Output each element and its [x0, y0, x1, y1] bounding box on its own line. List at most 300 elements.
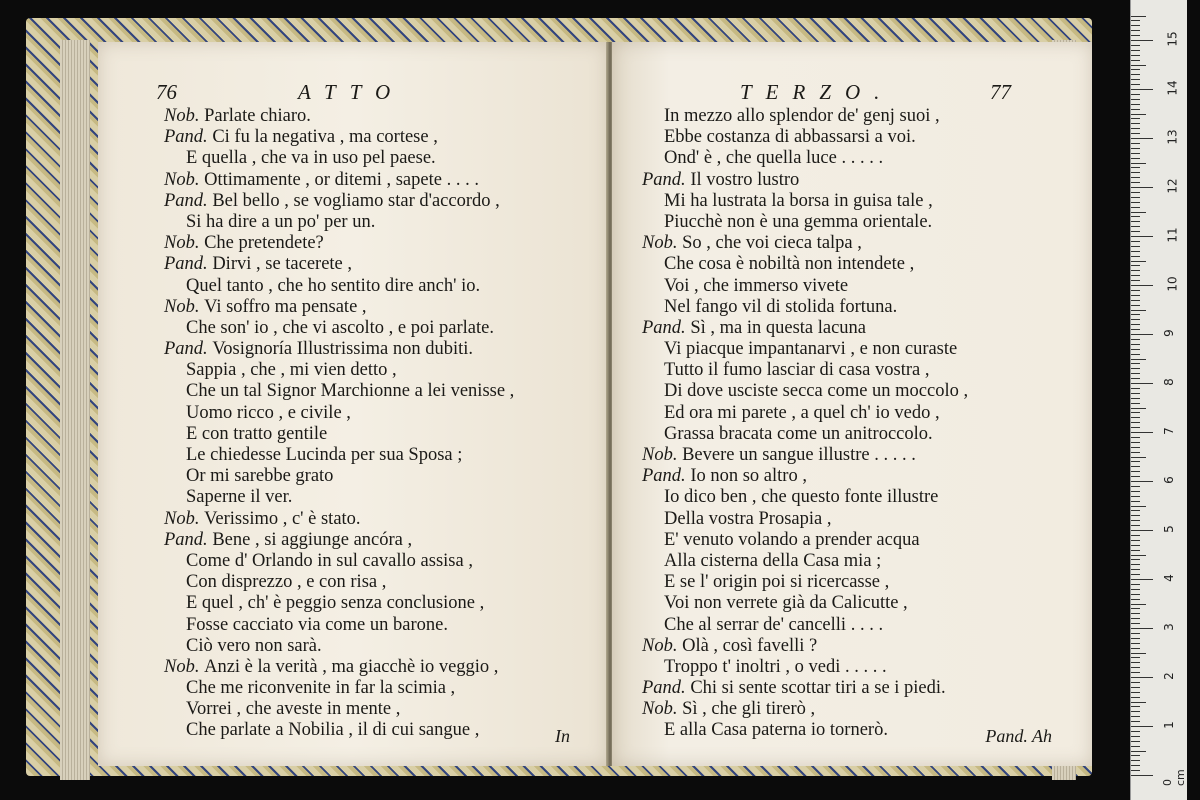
ruler-tick — [1131, 84, 1140, 85]
ruler-tick — [1131, 329, 1140, 330]
text-line — [612, 127, 1092, 148]
ruler-tick — [1131, 584, 1140, 585]
text-line — [612, 233, 1092, 254]
ruler-tick — [1131, 339, 1140, 340]
ruler-tick — [1131, 702, 1146, 703]
ruler-tick — [1131, 589, 1140, 590]
ruler-tick — [1131, 192, 1140, 193]
ruler-tick — [1131, 94, 1140, 95]
ruler-tick — [1131, 35, 1140, 36]
line-text: Uomo ricco , e civile , — [186, 402, 351, 423]
page-number: 76 — [156, 80, 177, 104]
text-line — [612, 148, 1092, 169]
line-text: E' venuto volando a prender acqua — [664, 529, 920, 550]
text-line — [612, 424, 1092, 445]
ruler-tick — [1131, 305, 1140, 306]
text-line — [98, 106, 608, 127]
line-text: Che parlate a Nobilia , il di cui sangue , — [186, 720, 480, 741]
line-text: Fosse cacciato via come un barone. — [186, 614, 448, 635]
ruler-tick — [1131, 741, 1140, 742]
line-text: Dirvi , se tacerete , — [212, 254, 353, 275]
speaker-label: Pand. — [164, 190, 213, 211]
ruler-tick — [1131, 241, 1140, 242]
ruler-tick — [1131, 525, 1140, 526]
ruler-tick — [1131, 412, 1140, 413]
line-text: Il vostro lustro — [690, 169, 800, 190]
ruler-tick — [1131, 716, 1140, 717]
line-text: Vosignoría Illustrissima non dubiti. — [212, 339, 474, 360]
ruler-tick — [1131, 373, 1140, 374]
text-line — [612, 615, 1092, 636]
ruler-tick — [1131, 687, 1140, 688]
ruler-number: 7 — [1161, 427, 1176, 435]
speaker-label: Nob. — [642, 233, 683, 254]
text-line — [98, 424, 608, 445]
text-line — [612, 254, 1092, 275]
text-line — [98, 381, 608, 402]
ruler-tick — [1131, 172, 1140, 173]
ruler-tick — [1131, 275, 1140, 276]
line-text: Io dico ben , che questo fonte illustre — [664, 487, 939, 508]
ruler-tick — [1131, 452, 1140, 453]
text-line — [612, 678, 1092, 699]
line-text: Ed ora mi parete , a quel ch' io vedo , — [664, 402, 940, 423]
ruler-tick — [1131, 427, 1140, 428]
line-text: Di dove usciste secca come un moccolo , — [664, 381, 969, 402]
line-text: Troppo t' inoltri , o vedi . . . . . — [664, 656, 887, 677]
ruler-tick — [1131, 295, 1140, 296]
speaker-label: Pand. — [164, 127, 213, 148]
speaker-label: Nob. — [642, 635, 683, 656]
text-line — [612, 445, 1092, 466]
line-text: Io non so altro , — [690, 466, 807, 487]
ruler-tick — [1131, 383, 1153, 384]
ruler-tick — [1131, 216, 1140, 217]
ruler-tick — [1131, 69, 1140, 70]
ruler-tick — [1131, 133, 1140, 134]
ruler-tick — [1131, 466, 1140, 467]
speaker-label: Nob. — [164, 656, 205, 677]
speaker-label: Pand. — [164, 529, 213, 550]
text-line — [612, 530, 1092, 551]
line-text: Bevere un sangue illustre . . . . . — [682, 445, 916, 465]
ruler-tick — [1131, 721, 1140, 722]
line-text: E quella , che va in uso pel paese. — [186, 148, 436, 169]
ruler-tick — [1131, 393, 1140, 394]
text-line — [98, 233, 608, 254]
text-line — [98, 509, 608, 530]
ruler-tick — [1131, 770, 1140, 771]
line-text: Vi soffro ma pensate , — [204, 296, 367, 317]
ruler-tick — [1131, 604, 1146, 605]
text-line — [98, 593, 608, 614]
ruler-tick — [1131, 359, 1146, 360]
catchword: Pand. Ah — [985, 726, 1052, 746]
ruler-tick — [1131, 417, 1140, 418]
ruler-tick — [1131, 398, 1140, 399]
text-line — [98, 466, 608, 487]
text-line — [98, 699, 608, 720]
ruler-tick — [1131, 408, 1146, 409]
text-line — [612, 360, 1092, 381]
ruler-tick — [1131, 608, 1140, 609]
ruler-tick — [1131, 628, 1153, 629]
ruler-tick — [1131, 40, 1153, 41]
ruler-tick — [1131, 143, 1140, 144]
ruler-tick — [1131, 368, 1140, 369]
ruler-tick — [1131, 706, 1140, 707]
line-text: Tutto il fumo lasciar di casa vostra , — [664, 360, 930, 381]
ruler-tick — [1131, 226, 1140, 227]
speaker-label: Pand. — [642, 678, 691, 699]
text-line — [98, 360, 608, 381]
speaker-label: Nob. — [164, 169, 205, 190]
ruler-tick — [1131, 89, 1153, 90]
ruler-tick — [1131, 16, 1146, 17]
ruler-tick — [1131, 594, 1140, 595]
text-line — [98, 530, 608, 551]
speaker-label: Pand. — [642, 466, 691, 487]
ruler-tick — [1131, 349, 1140, 350]
ruler-tick — [1131, 711, 1140, 712]
text-line — [612, 297, 1092, 318]
speaker-label: Nob. — [164, 233, 205, 254]
text-line — [98, 403, 608, 424]
line-text: Quel tanto , che ho sentito dire anch' io. — [186, 275, 481, 296]
text-line — [612, 276, 1092, 297]
ruler-tick — [1131, 432, 1153, 433]
text-line — [98, 572, 608, 593]
ruler-tick — [1131, 270, 1140, 271]
ruler-tick — [1131, 491, 1140, 492]
ruler-tick — [1131, 300, 1140, 301]
ruler-tick — [1131, 251, 1140, 252]
line-text: E con tratto gentile — [186, 423, 328, 444]
line-text: Ebbe costanza di abbassarsi a voi. — [664, 127, 916, 148]
text-line — [98, 615, 608, 636]
ruler-tick — [1131, 481, 1153, 482]
ruler-tick — [1131, 618, 1140, 619]
speaker-label: Nob. — [164, 106, 205, 126]
line-text: Parlate chiaro. — [204, 106, 311, 126]
right-page — [612, 42, 1092, 766]
line-text: Sì , ma in questa lacuna — [690, 317, 867, 338]
ruler-tick — [1131, 520, 1140, 521]
text-line — [612, 593, 1092, 614]
ruler-tick — [1131, 310, 1146, 311]
ruler-tick — [1131, 74, 1140, 75]
ruler-tick — [1131, 672, 1140, 673]
ruler-tick — [1131, 461, 1140, 462]
ruler-tick — [1131, 403, 1140, 404]
line-text: Vi piacque impantanarvi , e non curaste — [664, 339, 958, 360]
text-line — [612, 191, 1092, 212]
line-text: Che un tal Signor Marchionne a lei venisse , — [186, 381, 515, 402]
ruler-tick — [1131, 187, 1153, 188]
speaker-label: Nob. — [164, 296, 205, 317]
ruler-number: 5 — [1161, 525, 1176, 533]
ruler-tick — [1131, 765, 1140, 766]
line-text: Sì , che gli tirerò , — [682, 699, 816, 720]
line-text: Voi non verrete già da Calicutte , — [664, 593, 908, 614]
ruler-tick — [1131, 726, 1153, 727]
line-text: Ond' è , che quella luce . . . . . — [664, 148, 884, 169]
line-text: Ciò vero non sarà. — [186, 635, 322, 656]
line-text: Verissimo , c' è stato. — [204, 508, 361, 529]
line-text: Le chiedesse Lucinda per sua Sposa ; — [186, 445, 463, 465]
ruler-tick — [1131, 55, 1140, 56]
ruler-number: 3 — [1161, 623, 1176, 631]
text-line — [98, 127, 608, 148]
ruler-tick — [1131, 564, 1140, 565]
ruler-tick — [1131, 760, 1140, 761]
ruler-tick — [1131, 545, 1140, 546]
ruler-tick — [1131, 231, 1140, 232]
running-head: TERZO. — [740, 80, 894, 104]
ruler-tick — [1131, 246, 1140, 247]
ruler-tick — [1131, 506, 1146, 507]
ruler-tick — [1131, 280, 1140, 281]
ruler-tick — [1131, 442, 1140, 443]
ruler-tick — [1131, 197, 1140, 198]
line-text: Anzi è la verità , ma giacchè io veggio , — [204, 656, 499, 677]
ruler-tick — [1131, 422, 1140, 423]
line-text: Mi ha lustrata la borsa in guisa tale , — [664, 190, 933, 211]
ruler-tick — [1131, 486, 1140, 487]
ruler-tick — [1131, 746, 1140, 747]
page-number: 77 — [990, 80, 1011, 104]
text-line — [98, 212, 608, 233]
line-text: So , che voi cieca talpa , — [682, 233, 862, 254]
ruler-tick — [1131, 476, 1140, 477]
ruler-tick — [1131, 555, 1146, 556]
ruler-tick — [1131, 657, 1140, 658]
line-text: Voi , che immerso vivete — [664, 275, 849, 296]
ruler-number: 15 — [1165, 31, 1180, 47]
ruler-number: 10 — [1165, 276, 1180, 292]
ruler-tick — [1131, 182, 1140, 183]
speaker-label: Pand. — [642, 317, 691, 338]
text-line — [612, 551, 1092, 572]
text-line — [612, 212, 1092, 233]
ruler-tick — [1131, 30, 1140, 31]
text-line — [98, 636, 608, 657]
line-text: Che pretendete? — [204, 233, 324, 254]
speaker-label: Nob. — [642, 445, 683, 465]
text-line — [98, 170, 608, 191]
ruler-tick — [1131, 114, 1146, 115]
ruler-tick — [1131, 457, 1146, 458]
measurement-ruler — [1130, 0, 1187, 800]
ruler-tick — [1131, 285, 1153, 286]
line-text: Bel bello , se vogliamo star d'accordo , — [212, 190, 500, 211]
text-line — [612, 318, 1092, 339]
text-line — [612, 403, 1092, 424]
line-text: Della vostra Prosapia , — [664, 508, 832, 529]
speaker-label: Pand. — [164, 339, 213, 360]
text-block — [612, 106, 1092, 742]
ruler-tick — [1131, 99, 1140, 100]
text-line — [612, 381, 1092, 402]
text-line — [612, 106, 1092, 127]
line-text: Ottimamente , or ditemi , sapete . . . . — [204, 169, 479, 190]
ruler-tick — [1131, 501, 1140, 502]
ruler-tick — [1131, 314, 1140, 315]
line-text: Saperne il ver. — [186, 487, 293, 508]
ruler-tick — [1131, 79, 1140, 80]
line-text: E alla Casa paterna io tornerò. — [664, 720, 888, 741]
ruler-number: 4 — [1161, 574, 1176, 582]
ruler-tick — [1131, 388, 1140, 389]
ruler-tick — [1131, 290, 1140, 291]
ruler-tick — [1131, 177, 1140, 178]
line-text: Piucchè non è una gemma orientale. — [664, 211, 933, 232]
ruler-number: 1 — [1161, 721, 1176, 729]
ruler-tick — [1131, 692, 1140, 693]
book-cover — [26, 18, 1092, 776]
speaker-label: Pand. — [642, 169, 691, 190]
text-line — [612, 339, 1092, 360]
running-head: ATTO — [298, 80, 405, 104]
left-page-edges — [60, 40, 90, 780]
speaker-label: Pand. — [164, 254, 213, 275]
ruler-tick — [1131, 731, 1140, 732]
ruler-tick — [1131, 653, 1146, 654]
line-text: Vorrei , che aveste in mente , — [186, 699, 401, 720]
ruler-number: 9 — [1161, 329, 1176, 337]
line-text: E se l' origin poi si ricercasse , — [664, 572, 890, 593]
line-text: Sappia , che , mi vien detto , — [186, 360, 397, 381]
line-text: Olà , così favelli ? — [682, 635, 818, 656]
ruler-tick — [1131, 207, 1140, 208]
ruler-tick — [1131, 334, 1153, 335]
ruler-number: 8 — [1161, 378, 1176, 386]
ruler-tick — [1131, 633, 1140, 634]
line-text: Chi si sente scottar tiri a se i piedi. — [690, 678, 946, 699]
text-line — [98, 487, 608, 508]
line-text: Or mi sarebbe grato — [186, 466, 334, 487]
ruler-number: 6 — [1161, 476, 1176, 484]
ruler-tick — [1131, 138, 1153, 139]
ruler-tick — [1131, 319, 1140, 320]
ruler-tick — [1131, 324, 1140, 325]
ruler-tick — [1131, 613, 1140, 614]
ruler-tick — [1131, 128, 1140, 129]
ruler-tick — [1131, 648, 1140, 649]
ruler-tick — [1131, 623, 1140, 624]
ruler-tick — [1131, 569, 1140, 570]
catchword: In — [555, 726, 570, 746]
ruler-tick — [1131, 256, 1140, 257]
line-text: Si ha dire a un po' per un. — [186, 211, 376, 232]
ruler-tick — [1131, 354, 1140, 355]
ruler-tick — [1131, 109, 1140, 110]
line-text: Ci fu la negativa , ma cortese , — [212, 127, 438, 148]
text-line — [612, 636, 1092, 657]
left-page — [98, 42, 608, 766]
ruler-number: 11 — [1165, 227, 1180, 243]
ruler-tick — [1131, 118, 1140, 119]
ruler-tick — [1131, 163, 1146, 164]
ruler-tick — [1131, 599, 1140, 600]
ruler-tick — [1131, 45, 1140, 46]
text-line — [98, 657, 608, 678]
ruler-tick — [1131, 148, 1140, 149]
line-text: Che cosa è nobiltà non intendete , — [664, 254, 915, 275]
text-line — [98, 678, 608, 699]
line-text: Con disprezzo , e con risa , — [186, 572, 387, 593]
ruler-tick — [1131, 535, 1140, 536]
line-text: In mezzo allo splendor de' genj suoi , — [664, 106, 940, 126]
ruler-tick — [1131, 447, 1140, 448]
ruler-number: 13 — [1165, 129, 1180, 145]
ruler-tick — [1131, 437, 1140, 438]
ruler-tick — [1131, 25, 1140, 26]
text-line — [98, 191, 608, 212]
ruler-tick — [1131, 574, 1140, 575]
text-line — [612, 170, 1092, 191]
line-text: Bene , si aggiunge ancóra , — [212, 529, 413, 550]
line-text: Che me riconvenite in far la scimia , — [186, 678, 456, 699]
ruler-tick — [1131, 123, 1140, 124]
ruler-tick — [1131, 344, 1140, 345]
line-text: Come d' Orlando in sul cavallo assisa , — [186, 550, 473, 571]
ruler-tick — [1131, 50, 1140, 51]
ruler-tick — [1131, 221, 1140, 222]
line-text: Che al serrar de' cancelli . . . . — [664, 614, 884, 635]
ruler-number: 12 — [1165, 178, 1180, 194]
text-line — [612, 509, 1092, 530]
text-line — [612, 572, 1092, 593]
ruler-tick — [1131, 751, 1146, 752]
ruler-tick — [1131, 677, 1153, 678]
ruler-tick — [1131, 104, 1140, 105]
text-line — [98, 318, 608, 339]
ruler-tick — [1131, 775, 1153, 776]
ruler-tick — [1131, 736, 1140, 737]
ruler-number: 2 — [1161, 672, 1176, 680]
ruler-tick — [1131, 265, 1140, 266]
ruler-tick — [1131, 158, 1140, 159]
text-line — [98, 339, 608, 360]
text-line — [98, 276, 608, 297]
ruler-tick — [1131, 530, 1153, 531]
text-line — [98, 148, 608, 169]
ruler-tick — [1131, 515, 1140, 516]
text-line — [98, 254, 608, 275]
ruler-tick — [1131, 682, 1140, 683]
line-text: Alla cisterna della Casa mia ; — [664, 550, 882, 571]
text-line — [612, 699, 1092, 720]
ruler-tick — [1131, 638, 1140, 639]
ruler-tick — [1131, 540, 1140, 541]
line-text: Grassa bracata come un anitroccolo. — [664, 423, 933, 444]
ruler-tick — [1131, 662, 1140, 663]
speaker-label: Nob. — [642, 699, 683, 720]
ruler-tick — [1131, 697, 1140, 698]
ruler-tick — [1131, 378, 1140, 379]
ruler-tick — [1131, 261, 1146, 262]
text-line — [612, 487, 1092, 508]
ruler-tick — [1131, 65, 1146, 66]
ruler-number: 14 — [1165, 80, 1180, 96]
ruler-tick — [1131, 202, 1140, 203]
ruler-tick — [1131, 20, 1140, 21]
ruler-tick — [1131, 363, 1140, 364]
text-line — [98, 720, 608, 741]
ruler-tick — [1131, 471, 1140, 472]
text-line — [98, 445, 608, 466]
